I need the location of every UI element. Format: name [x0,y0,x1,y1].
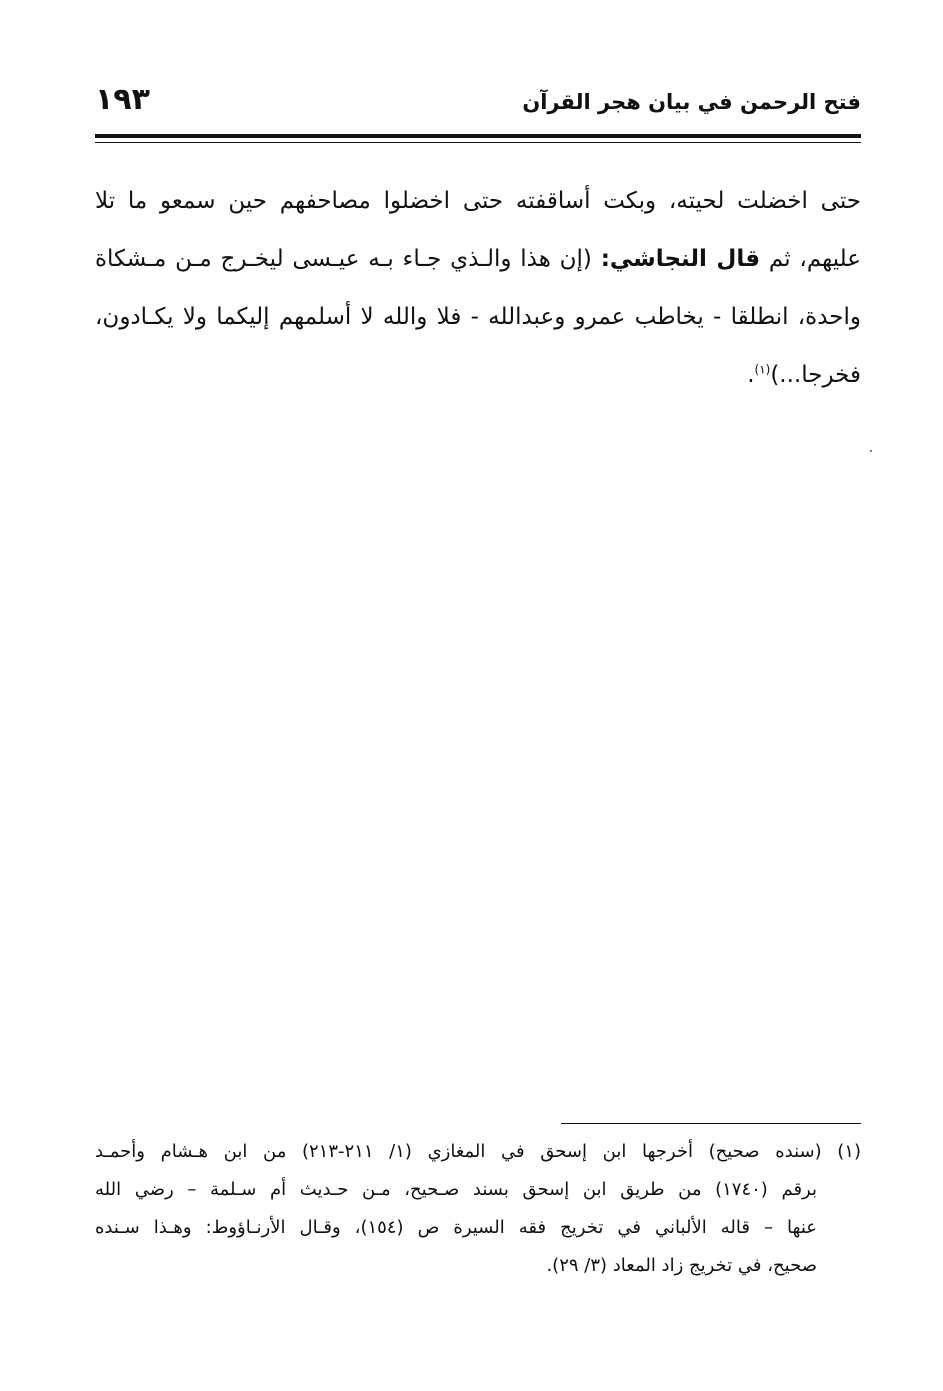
main-text [95,172,861,404]
footnote-line-2: برقم (١٧٤٠) من طريق ابن إسحق بسند صـحيح، مـن حـديث أم سـلمة – رضي الله [95,1179,817,1200]
footnote-reference[interactable]: (١) [754,362,771,377]
body-line-3: واحدة، انطلقا - يخاطب عمرو وعبدالله - فلا والله لا أسلمهم إليكما ولا يكـادون، [95,304,861,330]
scan-speck [870,450,872,452]
body-line-2 [95,230,861,288]
body-line-2-start: عليهم، ثم [768,246,862,272]
body-line-4 [95,346,861,404]
running-title: فتح الرحمن في بيان هجر القرآن [522,90,861,114]
body-line-4-end: . [747,362,755,388]
body-line-1: حتى اخضلت لحيته، وبكت أساقفته حتى اخضلوا مصاحفهم حين سمعو ما تلا [95,188,861,214]
footnotes [95,1133,861,1285]
body-line-4-text: فخرجا...) [770,362,861,388]
footnote-separator [561,1123,861,1124]
footnote-line-4: صحيح، في تخريج زاد المعاد (٣/ ٢٩). [546,1255,817,1276]
page-number: ١٩٣ [95,82,150,117]
footnote-line-3: عنها – قاله الألباني في تخريج فقه السيرة ص (١٥٤)، وقـال الأرنـاؤوط: وهـذا سـنده [95,1217,817,1238]
footnote-line-1: (١) (سنده صحيح) أخرجها ابن إسحق في المغازي (١/ ٢١١-٢١٣) من ابن هـشام وأحمـد [95,1141,861,1162]
body-line-2-end: (إن هذا والـذي جـاء بـه عيـسى ليخـرج مـن مـشكاة [95,246,592,272]
page-header [95,82,861,132]
header-rule-thick [95,134,861,138]
header-rule-thin [95,142,861,143]
body-line-2-bold: قال النجاشي: [600,246,761,272]
